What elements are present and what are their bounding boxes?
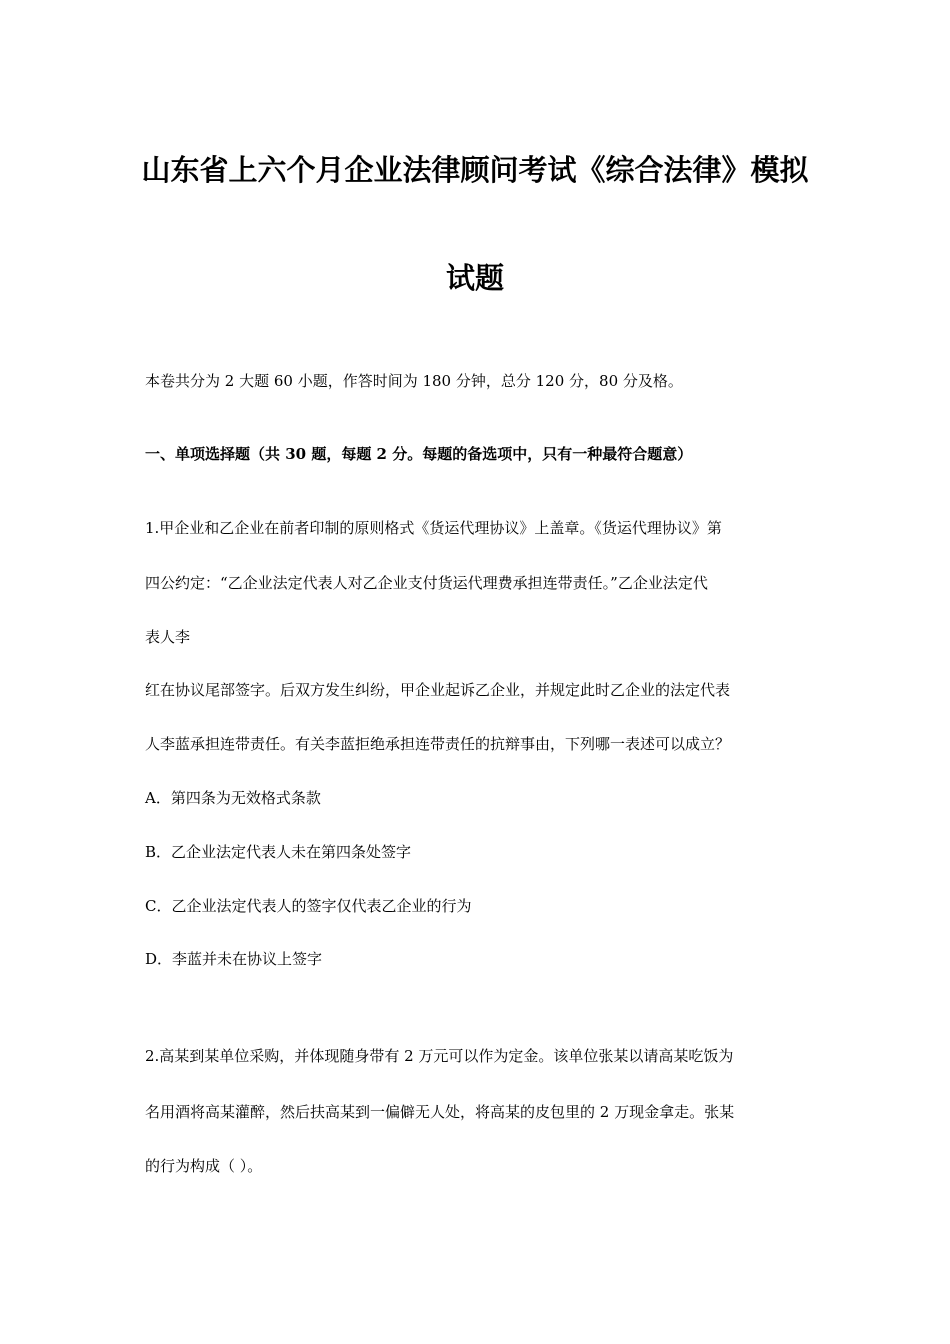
question-1-line: 红在协议尾部签字。后双方发生纠纷，甲企业起诉乙企业，并规定此时乙企业的法定代表 bbox=[145, 681, 731, 699]
question-2-line: 的行为构成（ ）。 bbox=[145, 1157, 263, 1175]
question-1-option-a: A．第四条为无效格式条款 bbox=[145, 789, 321, 807]
document-title-line-1: 山东省上六个月企业法律顾问考试《综合法律》模拟 bbox=[141, 153, 809, 187]
question-1-line: 人李蓝承担连带责任。有关李蓝拒绝承担连带责任的抗辩事由，下列哪一表述可以成立？ bbox=[145, 735, 731, 753]
question-1-option-b: B．乙企业法定代表人未在第四条处签字 bbox=[145, 843, 412, 861]
section-heading-single-choice: 一、单项选择题（共 30 题，每题 2 分。每题的备选项中，只有一种最符合题意） bbox=[145, 445, 693, 463]
question-1-option-c: C．乙企业法定代表人的签字仅代表乙企业的行为 bbox=[145, 897, 472, 915]
document-title-line-2: 试题 bbox=[445, 261, 504, 295]
question-2-line: 2.高某到某单位采购，并体现随身带有 2 万元可以作为定金。该单位张某以请高某吃饭为 bbox=[145, 1047, 734, 1065]
question-1-option-d: D．李蓝并未在协议上签字 bbox=[145, 950, 323, 968]
question-1-line: 表人李 bbox=[145, 628, 191, 646]
question-2-line: 名用酒将高某灌醉，然后扶高某到一偏僻无人处，将高某的皮包里的 2 万现金拿走。张某 bbox=[145, 1103, 735, 1121]
exam-intro: 本卷共分为 2 大题 60 小题，作答时间为 180 分钟，总分 120 分，80 分及格。 bbox=[145, 372, 683, 390]
question-1-line: 四公约定：“乙企业法定代表人对乙企业支付货运代理费承担连带责任。”乙企业法定代 bbox=[145, 574, 708, 592]
question-1-line: 1.甲企业和乙企业在前者印制的原则格式《货运代理协议》上盖章。《货运代理协议》第 bbox=[145, 519, 722, 537]
